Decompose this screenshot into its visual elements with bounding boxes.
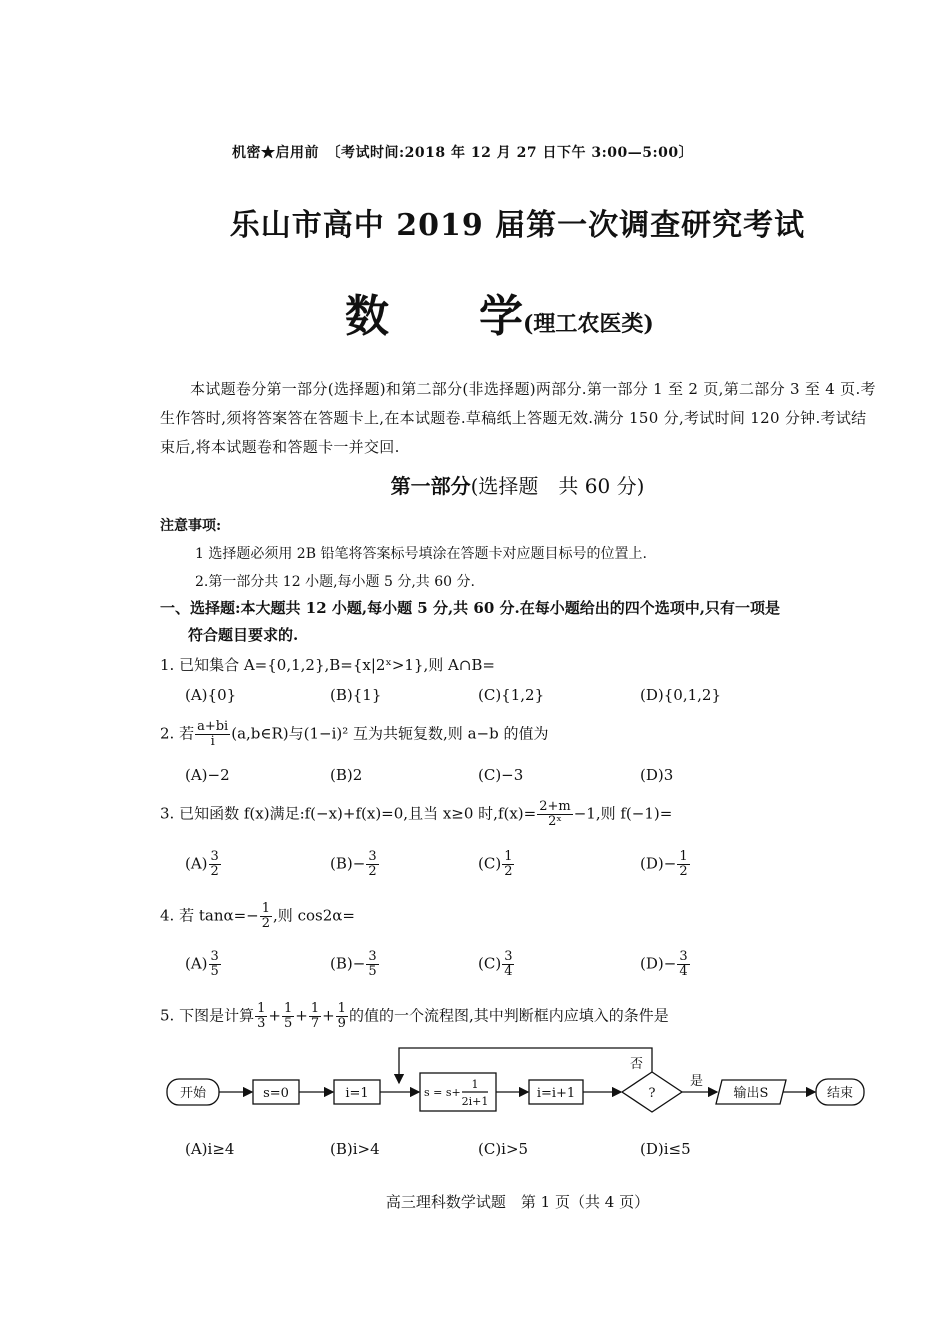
frac-num: 1 <box>504 849 513 864</box>
option-label: (C) <box>478 854 502 873</box>
q4-frac-num: 1 <box>261 901 271 916</box>
flow-yes-label: 是 <box>690 1074 704 1089</box>
plus-sign: + <box>268 1006 281 1025</box>
flow-update-den: 2i+1 <box>461 1095 489 1108</box>
flow-cond-text: ? <box>648 1086 656 1101</box>
page-footer: 高三理科数学试题 第 1 页（共 4 页） <box>385 1193 650 1211</box>
subject-category: (理工农医类) <box>523 311 654 337</box>
part-one-bold: 第一部分 <box>390 474 471 498</box>
q2-num: 2. 若 <box>160 724 195 743</box>
q2-option-d: (D)3 <box>640 766 674 784</box>
frac-num: 1 <box>283 1001 293 1016</box>
q3-frac-num: 2+m <box>539 799 571 814</box>
frac-den: 5 <box>210 964 219 979</box>
q2-rest: (a,b∈R)与(1−i)² 互为共轭复数,则 a−b 的值为 <box>231 724 549 743</box>
section-instructions: 一、选择题:本大题共 12 小题,每小题 5 分,共 60 分.在每小题给出的四个选项中,只有一项是 <box>160 599 780 617</box>
frac-den: 4 <box>504 964 513 979</box>
q5-stem-a: 5. 下图是计算 <box>160 1006 255 1025</box>
flow-no-label: 否 <box>630 1057 644 1072</box>
q2-frac-den: i <box>210 734 215 749</box>
option-sign: − <box>352 954 366 973</box>
option-label: (D) <box>640 854 664 873</box>
q1-option-d: (D){0,1,2} <box>640 686 721 704</box>
frac-num: 1 <box>257 1001 266 1016</box>
q2-option-c: (C)−3 <box>478 766 524 784</box>
q5-option-a: (A)i≥4 <box>185 1140 235 1158</box>
q4-stem-a: 4. 若 tanα=− <box>160 906 259 925</box>
q4-stem-b: ,则 cos2α= <box>273 906 355 925</box>
subject-char-1: 数 <box>345 291 389 342</box>
flow-start-text: 开始 <box>179 1086 207 1101</box>
frac-den: 3 <box>257 1016 266 1031</box>
frac-den: 2 <box>368 864 377 879</box>
part-one-rest: (选择题 共 60 分) <box>470 474 645 498</box>
option-sign: − <box>663 854 677 873</box>
q1-option-a: (A){0} <box>185 686 237 704</box>
plus-sign: + <box>322 1006 335 1025</box>
exam-title: 乐山市高中 2019 届第一次调查研究考试 <box>229 208 806 243</box>
q5-option-b: (B)i>4 <box>330 1140 380 1158</box>
flow-incr-text: i=i+1 <box>536 1086 576 1101</box>
q1-option-b: (B){1} <box>330 686 382 704</box>
option-label: (B) <box>330 854 353 873</box>
section-instructions-cont: 符合题目要求的. <box>188 626 299 644</box>
confidential-line: 机密★启用前 〔考试时间:2018 年 12 月 27 日下午 3:00—5:00〕 <box>232 145 694 161</box>
flow-update-num: 1 <box>471 1078 479 1091</box>
q5-option-c: (C)i>5 <box>478 1140 529 1158</box>
frac-den: 2 <box>210 864 219 879</box>
frac-num: 3 <box>368 849 377 864</box>
option-sign: − <box>663 954 677 973</box>
notice-item: 1 选择题必须用 2B 铅笔将答案标号填涂在答题卡对应题目标号的位置上. <box>195 546 647 562</box>
frac-num: 1 <box>310 1001 320 1016</box>
frac-num: 1 <box>337 1001 346 1016</box>
option-label: (A) <box>185 954 208 973</box>
frac-num: 3 <box>679 949 688 964</box>
frac-num: 3 <box>210 849 219 864</box>
notice-heading: 注意事项: <box>160 518 222 534</box>
frac-num: 1 <box>679 849 688 864</box>
option-label: (A) <box>185 854 208 873</box>
q5-option-d: (D)i≤5 <box>640 1140 691 1158</box>
q3-stem-a: 3. 已知函数 f(x)满足:f(−x)+f(x)=0,且当 x≥0 时,f(x)= <box>160 804 537 823</box>
q3-stem-b: −1,则 f(−1)= <box>573 804 673 823</box>
frac-num: 3 <box>504 949 513 964</box>
flow-s0-text: s=0 <box>263 1086 289 1101</box>
option-sign: − <box>352 854 366 873</box>
option-label: (B) <box>330 954 353 973</box>
notice-item: 2.第一部分共 12 小题,每小题 5 分,共 60 分. <box>195 574 475 590</box>
frac-den: 5 <box>368 964 377 979</box>
flow-end-text: 结束 <box>826 1086 854 1101</box>
frac-den: 5 <box>283 1016 293 1031</box>
q4-frac-den: 2 <box>261 916 271 931</box>
option-label: (D) <box>640 954 664 973</box>
frac-den: 9 <box>337 1016 346 1031</box>
frac-num: 3 <box>368 949 377 964</box>
flow-output-text: 输出S <box>733 1086 769 1101</box>
q2-option-b: (B)2 <box>330 766 363 784</box>
subject-char-2: 学 <box>479 291 523 342</box>
q5-stem-b: 的值的一个流程图,其中判断框内应填入的条件是 <box>348 1006 669 1025</box>
question-1-stem: 1. 已知集合 A={0,1,2},B={x|2ˣ>1},则 A∩B= <box>160 656 496 674</box>
flow-update-prefix: s = s+ <box>424 1086 461 1099</box>
q3-frac-den: 2ˣ <box>548 814 562 829</box>
option-label: (C) <box>478 954 502 973</box>
frac-den: 4 <box>679 964 688 979</box>
q1-option-c: (C){1,2} <box>478 686 545 704</box>
q2-option-a: (A)−2 <box>185 766 230 784</box>
plus-sign: + <box>295 1006 308 1025</box>
frac-den: 7 <box>310 1016 320 1031</box>
flow-loop-back <box>399 1048 652 1083</box>
flow-i1-text: i=1 <box>345 1086 369 1101</box>
intro-paragraph: 本试题卷分第一部分(选择题)和第二部分(非选择题)两部分.第一部分 1 至 2 页,第二部分 3 至 4 页.考生作答时,须将答案答在答题卡上,在本试题卷.草稿纸上答题无效.满分 150 分,考试时间 120 分钟.考试结束后,将本试题卷和答题卡一并交回. <box>160 380 876 456</box>
frac-den: 2 <box>504 864 513 879</box>
frac-den: 2 <box>679 864 688 879</box>
frac-num: 3 <box>210 949 219 964</box>
q2-frac-num: a+bi <box>197 719 229 734</box>
